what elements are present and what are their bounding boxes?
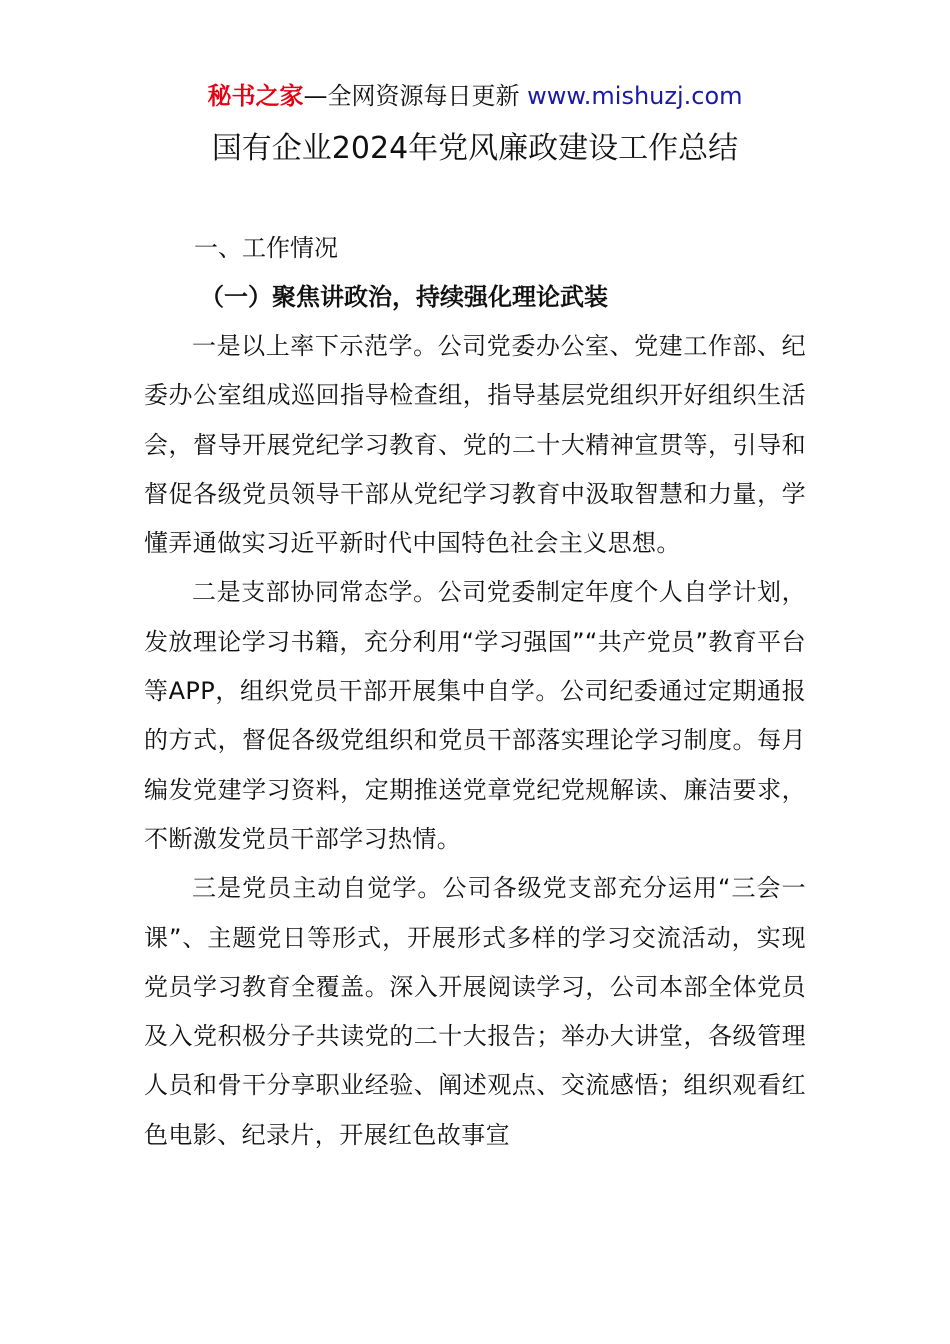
document-title: 国有企业2024年党风廉政建设工作总结 <box>211 131 739 166</box>
paragraph-3: 三是党员主动自觉学。公司各级党支部充分运用“三会一课”、主题党日等形式，开展形式多样的学习交流活动，实现党员学习教育全覆盖。深入开展阅读学习，公司本部全体党员及入党积极分子共读党的二十大报告；举办大讲堂，各级管理人员和骨干分享职业经验、阐述观点、交流感悟；组织观看红色电影、纪录片，开展红色故事宣 <box>144 874 806 1149</box>
subsection-heading: （一）聚焦讲政治，持续强化理论武装 <box>200 283 608 311</box>
paragraph-1: 一是以上率下示范学。公司党委办公室、党建工作部、纪委办公室组成巡回指导检查组，指导基层党组织开好组织生活会，督导开展党纪学习教育、党的二十大精神宣贯等，引导和督促各级党员领导干部从党纪学习教育中汲取智慧和力量，学懂弄通做实习近平新时代中国特色社会主义思想。 <box>144 332 806 558</box>
site-header <box>0 80 950 112</box>
site-brand: 秘书之家 <box>207 82 304 110</box>
site-tagline: —全网资源每日更新 <box>303 82 520 110</box>
site-url-link[interactable]: www.mishuzj.com <box>527 82 743 110</box>
document-body <box>144 224 806 1160</box>
paragraph-2: 二是支部协同常态学。公司党委制定年度个人自学计划，发放理论学习书籍，充分利用“学习强国”“共产党员”教育平台等APP，组织党员干部开展集中自学。公司纪委通过定期通报的方式，督促各级党组织和党员干部落实理论学习制度。每月编发党建学习资料，定期推送党章党纪党规解读、廉洁要求，不断激发党员干部学习热情。 <box>144 578 806 853</box>
section-heading: 一、工作情况 <box>194 234 338 262</box>
